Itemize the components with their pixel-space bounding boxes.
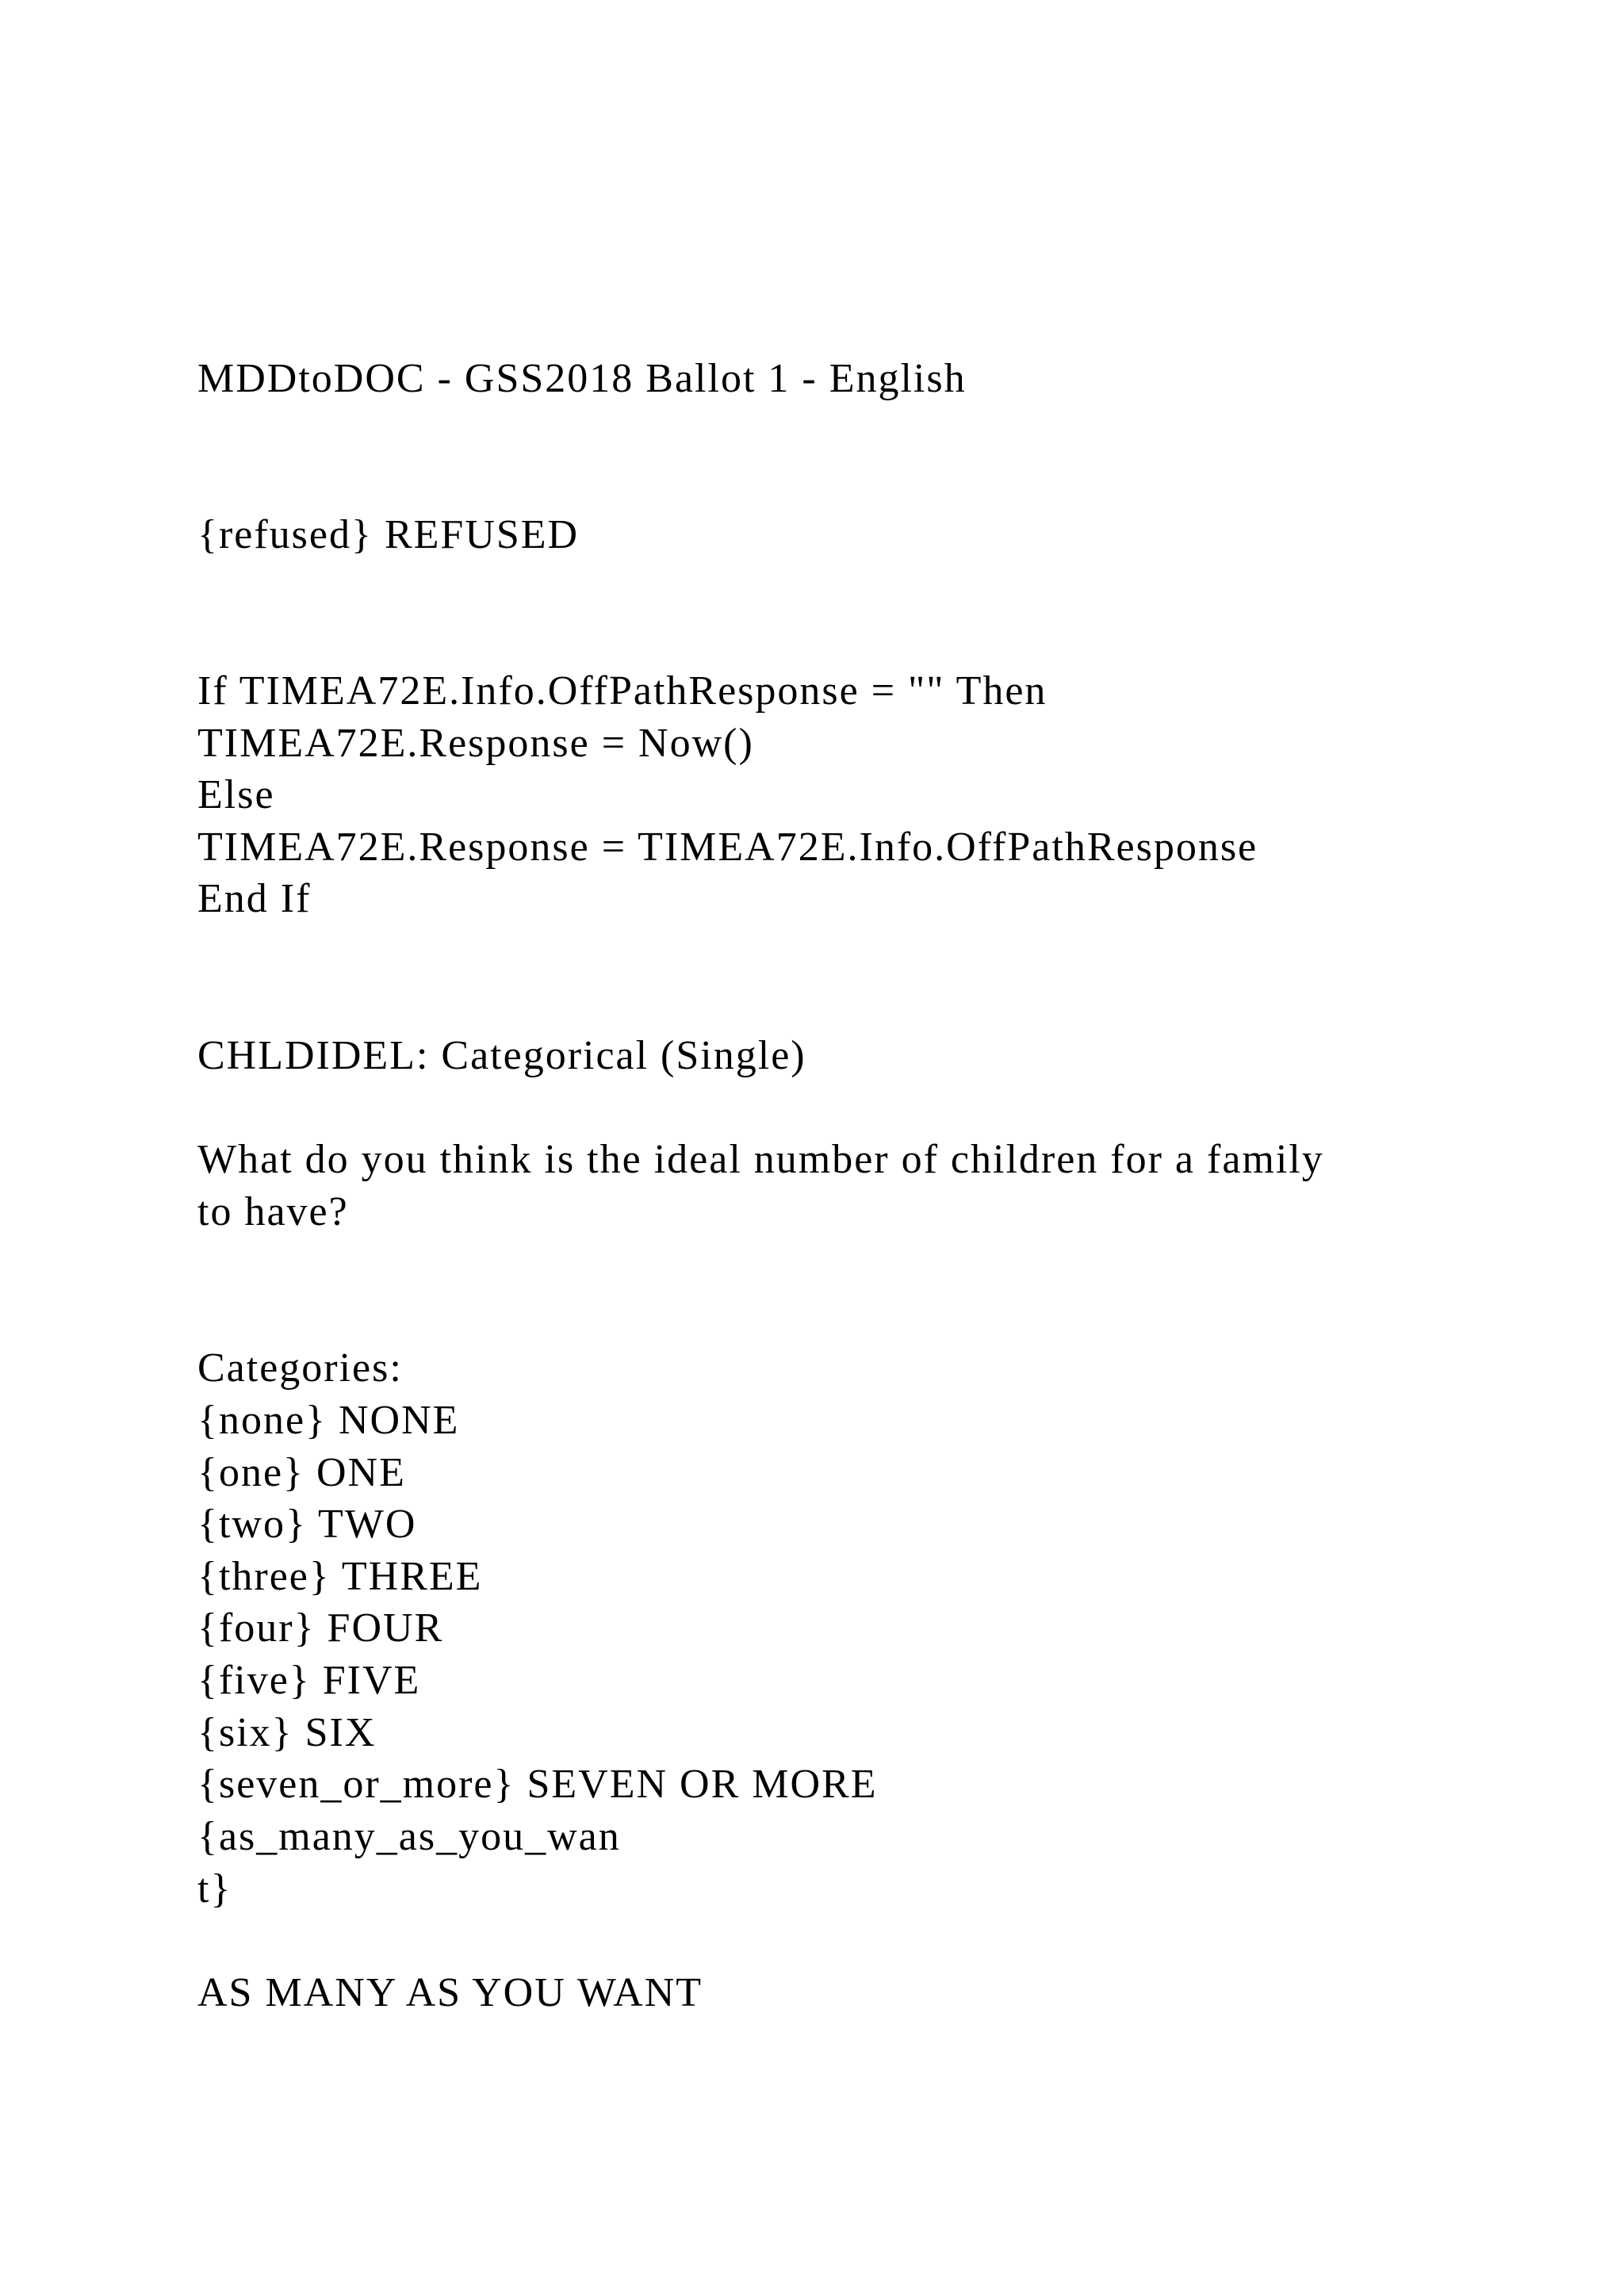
category-item: {four} FOUR [197,1605,444,1651]
document-title: MDDtoDOC - GSS2018 Ballot 1 - English [197,356,967,401]
logic-line: Else [197,772,275,817]
category-item: {five} FIVE [197,1658,421,1703]
question-text-line: to have? [197,1189,349,1234]
question-header: CHLDIDEL: Categorical (Single) [197,1033,806,1078]
logic-line: TIMEA72E.Response = Now() [197,721,754,766]
category-item: t} [197,1866,232,1911]
category-item: {two} TWO [197,1502,417,1547]
logic-line: TIMEA72E.Response = TIMEA72E.Info.OffPathResponse [197,825,1258,870]
category-item: {one} ONE [197,1450,406,1495]
final-category-label: AS MANY AS YOU WANT [197,1970,703,2015]
logic-line: End If [197,876,312,921]
category-item: {seven_or_more} SEVEN OR MORE [197,1762,878,1807]
question-text-line: What do you think is the ideal number of children for a family [197,1137,1324,1182]
categories-label: Categories: [197,1345,403,1391]
logic-line: If TIMEA72E.Info.OffPathResponse = "" Then [197,668,1048,714]
category-item: {six} SIX [197,1710,377,1755]
category-item: {as_many_as_you_wan [197,1814,621,1859]
refused-line: {refused} REFUSED [197,512,580,557]
category-item: {none} NONE [197,1398,460,1443]
category-item: {three} THREE [197,1554,483,1599]
